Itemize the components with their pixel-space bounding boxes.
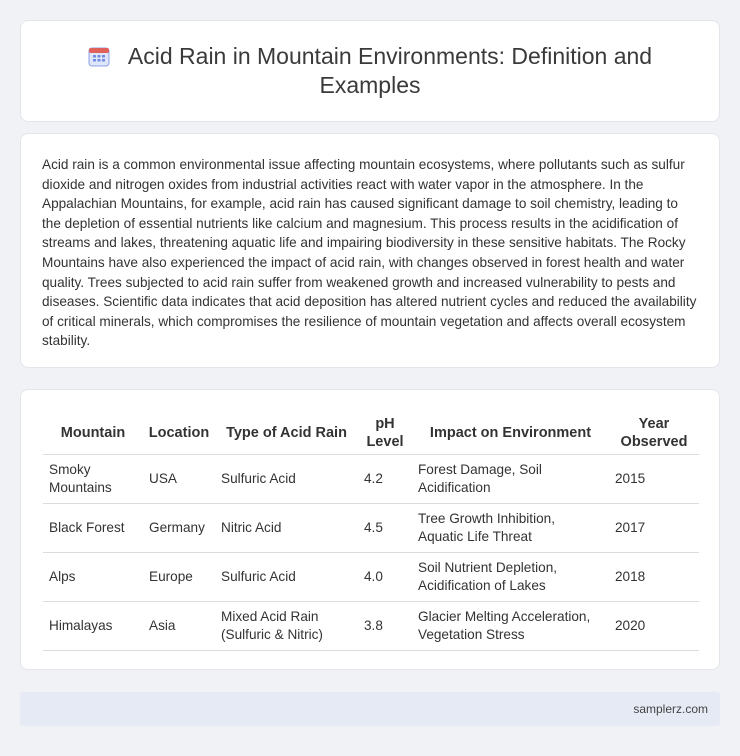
cell-mountain: Alps (43, 552, 143, 601)
table-row (43, 454, 699, 503)
calendar-icon (88, 45, 110, 67)
header-year: Year Observed (609, 412, 699, 454)
header-impact: Impact on Environment (412, 412, 609, 454)
cell-type: Sulfuric Acid (215, 552, 358, 601)
cell-ph: 3.8 (358, 601, 412, 650)
cell-location: Asia (143, 601, 215, 650)
cell-ph: 4.0 (358, 552, 412, 601)
cell-impact: Tree Growth Inhibition, Aquatic Life Threat (412, 503, 609, 552)
header-ph: pH Level (358, 412, 412, 454)
cell-location: Germany (143, 503, 215, 552)
cell-impact: Soil Nutrient Depletion, Acidification of Lakes (412, 552, 609, 601)
acid-rain-table (43, 412, 699, 651)
cell-year: 2017 (609, 503, 699, 552)
cell-type: Mixed Acid Rain (Sulfuric & Nitric) (215, 601, 358, 650)
intro-card (20, 133, 720, 368)
cell-location: Europe (143, 552, 215, 601)
table-row (43, 503, 699, 552)
header-location: Location (143, 412, 215, 454)
cell-year: 2018 (609, 552, 699, 601)
cell-ph: 4.5 (358, 503, 412, 552)
title-card (20, 20, 720, 122)
cell-location: USA (143, 454, 215, 503)
cell-ph: 4.2 (358, 454, 412, 503)
cell-type: Nitric Acid (215, 503, 358, 552)
cell-impact: Forest Damage, Soil Acidification (412, 454, 609, 503)
table-card (20, 389, 720, 670)
intro-paragraph: Acid rain is a common environmental issue affecting mountain ecosystems, where pollutants such as sulfur dioxide and nitrogen oxides from industrial activities react with water vapor in the atmosphere. In the Appalachian Mountains, for example, acid rain has caused significant damage to soil chemistry, leading to the depletion of essential nutrients like calcium and magnesium. This process results in the acidification of streams and lakes, threatening aquatic life and impairing biodiversity in these sensitive habitats. The Rocky Mountains have also experienced the impact of acid rain, with changes observed in forest health and water quality. Trees subjected to acid rain suffer from weakened growth and increased vulnerability to pests and diseases. Scientific data indicates that acid deposition has altered nutrient cycles and reduced the availability of critical minerals, which compromises the resilience of mountain vegetation and affects overall ecosystem stability. (42, 157, 697, 349)
page-title-text: Acid Rain in Mountain Environments: Definition and Examples (127, 43, 653, 98)
header-mountain: Mountain (43, 412, 143, 454)
cell-type: Sulfuric Acid (215, 454, 358, 503)
cell-year: 2015 (609, 454, 699, 503)
header-type: Type of Acid Rain (215, 412, 358, 454)
table-header-row (43, 412, 699, 454)
page-title (70, 42, 670, 100)
table-row (43, 552, 699, 601)
cell-year: 2020 (609, 601, 699, 650)
cell-mountain: Himalayas (43, 601, 143, 650)
table-row (43, 601, 699, 650)
cell-impact: Glacier Melting Acceleration, Vegetation Stress (412, 601, 609, 650)
footer-site[interactable]: samplerz.com (633, 702, 708, 716)
cell-mountain: Smoky Mountains (43, 454, 143, 503)
cell-mountain: Black Forest (43, 503, 143, 552)
footer (20, 692, 720, 726)
